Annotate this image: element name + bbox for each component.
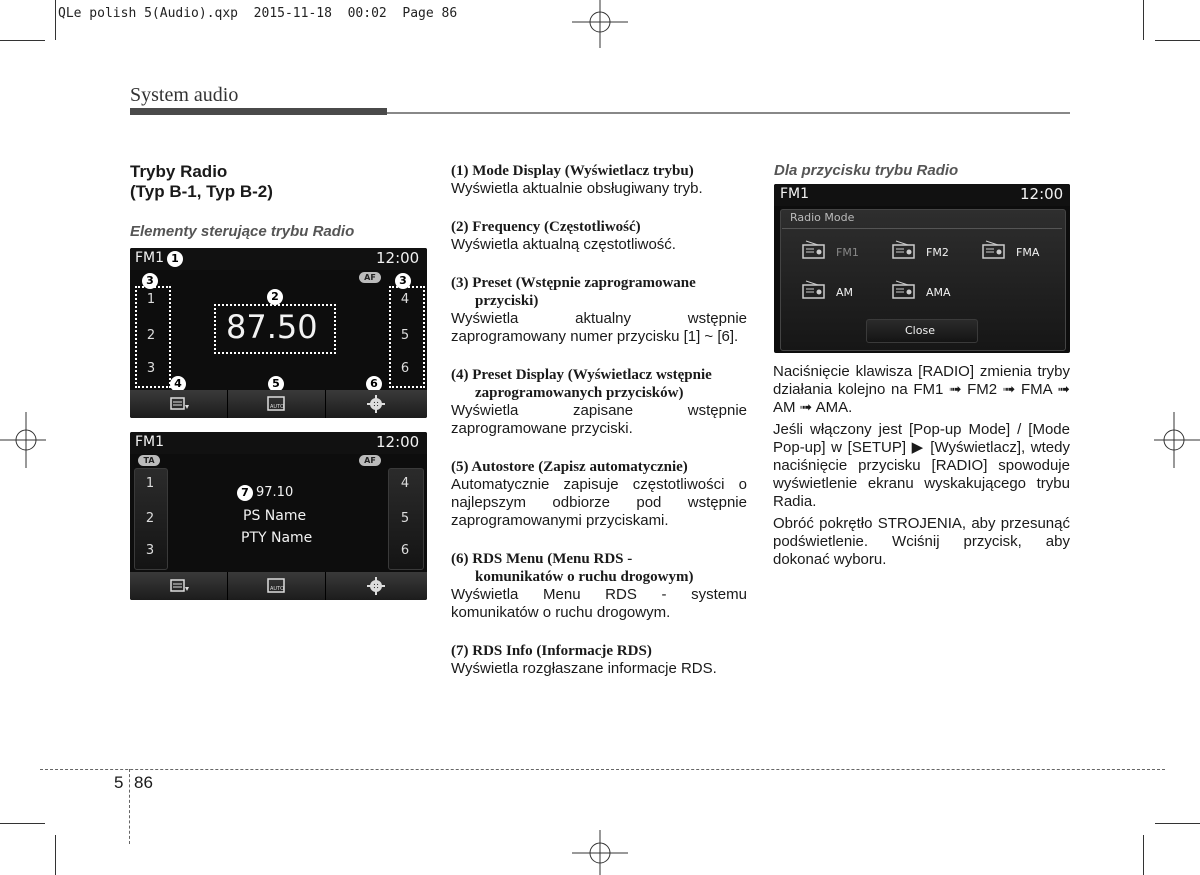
gear-icon	[367, 577, 385, 595]
ta-badge: TA	[138, 455, 160, 466]
callout-6: 6	[366, 376, 382, 392]
autostore-icon-label: AUTO	[270, 404, 285, 410]
preset-2[interactable]: 2	[146, 328, 156, 343]
item-body: Wyświetla rozgłaszane informacje RDS.	[451, 660, 717, 677]
crop-mark	[1155, 40, 1200, 41]
callout-5: 5	[268, 376, 284, 392]
list-item	[451, 642, 747, 678]
list-item	[451, 274, 747, 346]
item-heading-line: przyciski)	[475, 293, 539, 309]
subheading: Elementy sterujące trybu Radio	[130, 223, 355, 240]
close-button[interactable]	[866, 319, 978, 343]
footer-rule	[40, 769, 1165, 770]
list-item	[451, 550, 747, 622]
list-item	[451, 366, 747, 438]
heading-line: (Typ B-1, Typ B-2)	[130, 182, 273, 201]
autostore-button[interactable]	[228, 572, 326, 600]
item-heading-line: (2) Frequency (Częstotliwość)	[451, 219, 641, 235]
radio-mode-popup-screen	[774, 184, 1070, 353]
frequency-display: 87.50	[226, 308, 318, 346]
callout-3-left: 3	[142, 273, 158, 289]
autostore-icon	[267, 396, 287, 412]
af-badge: AF	[359, 455, 381, 466]
autostore-button[interactable]	[228, 390, 326, 418]
crop-mark	[0, 823, 45, 824]
registration-mark-right	[1154, 412, 1200, 468]
item-body: Wyświetla Menu RDS - systemu komunikatów o ruchu drogowym.	[451, 586, 747, 621]
item-body: Automatycznie zapisuje częstotliwości o najlepszym odbiorze pod wstępnie zaprogramowanymi przyciskami.	[451, 476, 747, 529]
preset-list-icon	[170, 396, 190, 412]
clock: 12:00	[376, 433, 420, 451]
callout-3-right: 3	[395, 273, 411, 289]
crop-mark	[55, 0, 56, 40]
crop-mark	[1143, 0, 1144, 40]
preset-4[interactable]: 4	[400, 476, 410, 491]
item-heading-line: (7) RDS Info (Informacje RDS)	[451, 643, 652, 659]
crop-mark	[55, 835, 56, 875]
rds-menu-button[interactable]	[326, 572, 427, 600]
mode-option-fm2[interactable]	[892, 240, 962, 264]
gear-icon	[367, 395, 385, 413]
preset-5[interactable]: 5	[400, 328, 410, 343]
item-body: Wyświetla zapisane wstępnie zaprogramowane przyciski.	[451, 402, 747, 437]
header-rule-thin	[387, 112, 1070, 114]
item-heading	[451, 162, 747, 180]
mode-option-label: AM	[836, 286, 854, 299]
item-heading-line: komunikatów o ruchu drogowym)	[475, 569, 694, 585]
section-title: System audio	[130, 84, 239, 106]
rds-frequency: 97.10	[256, 485, 294, 500]
mode-option-ama[interactable]	[892, 280, 962, 304]
mode-option-am[interactable]	[802, 280, 872, 304]
footer-divider	[129, 769, 130, 844]
clock: 12:00	[376, 249, 420, 267]
clock: 12:00	[1020, 185, 1064, 203]
mode-display: FM1	[135, 250, 165, 266]
subheading: Dla przycisku trybu Radio	[774, 162, 959, 179]
autostore-icon-label: AUTO	[270, 586, 285, 592]
preset-6[interactable]: 6	[400, 361, 410, 376]
list-item	[451, 458, 747, 530]
callout-1: 1	[167, 251, 183, 267]
item-heading-line: (4) Preset Display (Wyświetlacz wstępnie	[451, 367, 712, 383]
registration-mark-bottom	[572, 830, 628, 875]
mode-option-fma[interactable]	[982, 240, 1052, 264]
radio-mode-description	[773, 363, 1070, 573]
header-rule	[130, 108, 387, 115]
item-heading-line: zaprogramowanych przycisków)	[475, 385, 684, 401]
item-heading	[451, 550, 747, 586]
list-item	[451, 218, 747, 254]
item-heading-line: (6) RDS Menu (Menu RDS -	[451, 551, 633, 567]
item-body: Wyświetla aktualną częstotliwość.	[451, 236, 676, 253]
mode-option-fm1[interactable]	[802, 240, 872, 264]
print-header: QLe polish 5(Audio).qxp 2015-11-18 00:02 Page 86	[58, 6, 458, 21]
radio-icon	[892, 280, 916, 300]
item-body: Wyświetla aktualny wstępnie zaprogramowany numer przycisku [1] ~ [6].	[451, 310, 747, 345]
rds-menu-button[interactable]	[326, 390, 427, 418]
radio-icon	[892, 240, 916, 260]
callout-4: 4	[170, 376, 186, 392]
heading-line: Tryby Radio	[130, 162, 228, 181]
list-item	[451, 162, 747, 198]
paragraph: Jeśli włączony jest [Pop-up Mode] / [Mode Pop-up] w [SETUP] ▶ [Wyświetlacz], wtedy naciśnięcie przycisku [RADIO] spowoduje wyświetlenie ekranu wyskakującego trybu Radia.	[773, 421, 1070, 510]
preset-3[interactable]: 3	[145, 543, 155, 558]
pty-name: PTY Name	[241, 530, 313, 546]
item-heading	[451, 274, 747, 310]
mode-option-label: FM2	[926, 246, 949, 259]
paragraph: Naciśnięcie klawisza [RADIO] zmienia tryby działania kolejno na FM1 ➟ FM2 ➟ FMA ➟ AM ➟ AMA.	[773, 363, 1070, 416]
preset-display-button[interactable]	[130, 572, 228, 600]
item-heading	[451, 458, 747, 476]
radio-icon	[982, 240, 1006, 260]
popup-title: Radio Mode	[790, 211, 855, 224]
preset-1[interactable]: 1	[145, 476, 155, 491]
radio-icon	[802, 280, 826, 300]
af-badge: AF	[359, 272, 381, 283]
item-body: Wyświetla aktualnie obsługiwany tryb.	[451, 180, 703, 197]
registration-mark-left	[0, 412, 46, 468]
ps-name: PS Name	[243, 508, 307, 524]
registration-mark-top	[572, 0, 628, 50]
description-list	[451, 162, 747, 698]
paragraph: Obróć pokrętło STROJENIA, aby przesunąć podświetlenie. Wciśnij przycisk, aby dokonać wyboru.	[773, 515, 1070, 568]
item-heading	[451, 218, 747, 236]
preset-4[interactable]: 4	[400, 292, 410, 307]
item-heading	[451, 366, 747, 402]
callout-7: 7	[237, 485, 253, 501]
popup-title-divider	[782, 228, 1062, 229]
chapter-number: 5	[114, 773, 124, 792]
item-heading	[451, 642, 747, 660]
preset-5[interactable]: 5	[400, 511, 410, 526]
crop-mark	[0, 40, 45, 41]
item-heading-line: (5) Autostore (Zapisz automatycznie)	[451, 459, 688, 475]
radio-screen-2	[130, 432, 427, 600]
mode-display: FM1	[135, 434, 165, 450]
autostore-icon	[267, 578, 287, 594]
preset-display-button[interactable]	[130, 390, 228, 418]
page-number: 86	[134, 773, 153, 792]
item-heading-line: (3) Preset (Wstępnie zaprogramowane	[451, 275, 696, 291]
heading	[130, 162, 430, 202]
preset-3[interactable]: 3	[146, 361, 156, 376]
preset-2[interactable]: 2	[145, 511, 155, 526]
mode-option-label: AMA	[926, 286, 951, 299]
item-heading-line: (1) Mode Display (Wyświetlacz trybu)	[451, 163, 694, 179]
preset-1[interactable]: 1	[146, 292, 156, 307]
mode-option-label: FMA	[1016, 246, 1040, 259]
mode-display: FM1	[780, 186, 810, 202]
crop-mark	[1155, 823, 1200, 824]
close-button-label: Close	[905, 324, 935, 337]
crop-mark	[1143, 835, 1144, 875]
preset-6[interactable]: 6	[400, 543, 410, 558]
callout-2: 2	[267, 289, 283, 305]
mode-option-label: FM1	[836, 246, 859, 259]
radio-screen-1	[130, 248, 427, 418]
preset-list-icon	[170, 578, 190, 594]
radio-icon	[802, 240, 826, 260]
